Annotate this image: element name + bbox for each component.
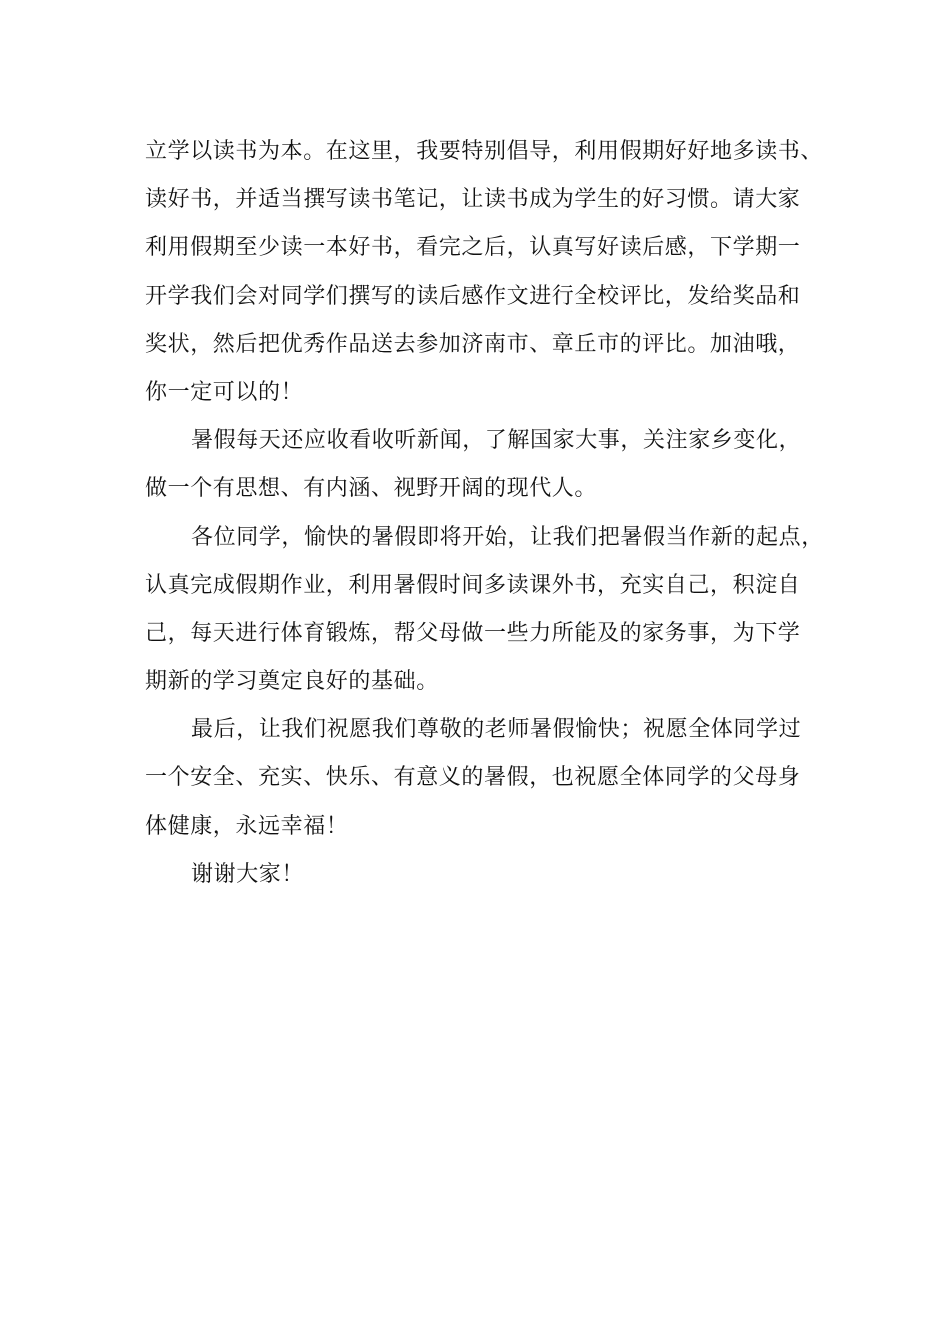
body-line: 利用假期至少读一本好书，看完之后，认真写好读后感，下学期一 (145, 235, 801, 261)
body-line: 期新的学习奠定良好的基础。 (145, 669, 439, 695)
closing-line: 谢谢大家！ (191, 861, 305, 887)
body-line: 做一个有思想、有内涵、视野开阔的现代人。 (145, 476, 598, 502)
paragraph-start-line: 暑假每天还应收看收听新闻，了解国家大事，关注家乡变化， (191, 428, 802, 454)
body-line: 奖状，然后把优秀作品送去参加济南市、章丘市的评比。加油哦， (145, 331, 801, 357)
body-line: 立学以读书为本。在这里，我要特别倡导，利用假期好好地多读书、 (145, 139, 824, 164)
paragraph-start-line: 各位同学，愉快的暑假即将开始，让我们把暑假当作新的起点， (191, 524, 824, 550)
paragraph-start-line: 最后，让我们祝愿我们尊敬的老师暑假愉快；祝愿全体同学过 (191, 717, 802, 743)
body-line: 一个安全、充实、快乐、有意义的暑假，也祝愿全体同学的父母身 (145, 765, 801, 791)
body-line: 读好书，并适当撰写读书笔记，让读书成为学生的好习惯。请大家 (145, 187, 801, 213)
body-line: 你一定可以的！ (145, 379, 304, 405)
body-line: 认真完成假期作业，利用暑假时间多读课外书，充实自己，积淀自 (145, 572, 801, 598)
body-line: 己，每天进行体育锻炼，帮父母做一些力所能及的家务事，为下学 (145, 620, 801, 646)
body-line: 开学我们会对同学们撰写的读后感作文进行全校评比，发给奖品和 (145, 283, 801, 309)
body-line: 体健康，永远幸福！ (145, 813, 349, 839)
document-body (145, 128, 845, 899)
